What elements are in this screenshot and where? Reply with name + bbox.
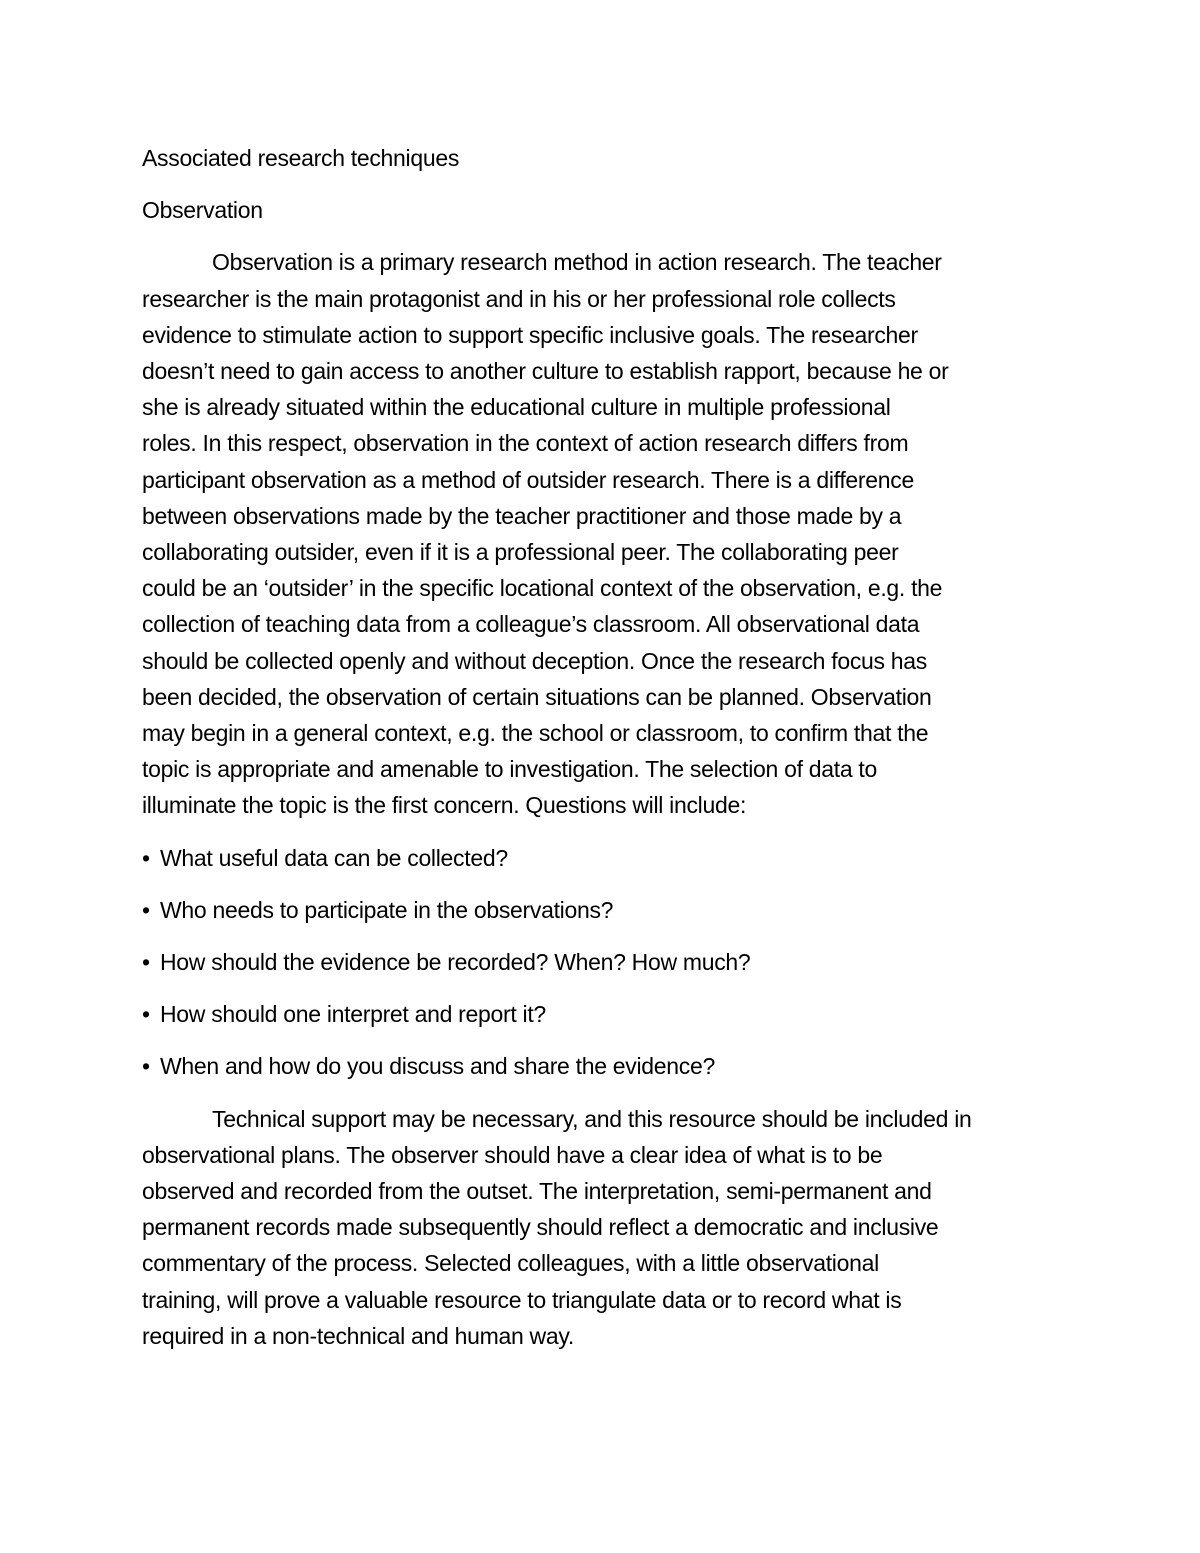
question-bullet-list — [142, 840, 1072, 1085]
bullet-text: How should the evidence be recorded? When? How much? — [160, 949, 751, 976]
bullet-icon: • — [142, 949, 150, 976]
bullet-item — [142, 892, 1072, 928]
bullet-item — [142, 1048, 1072, 1084]
bullet-icon: • — [142, 896, 150, 923]
document-body — [142, 140, 1072, 1370]
paragraph-line: evidence to stimulate action to support specific inclusive goals. The researcher — [142, 321, 918, 348]
paragraph-line: should be collected openly and without deception. Once the research focus has — [142, 647, 927, 674]
bullet-text: Who needs to participate in the observations? — [160, 896, 614, 923]
paragraph-line: commentary of the process. Selected colleagues, with a little observational — [142, 1250, 879, 1277]
bullet-icon: • — [142, 844, 150, 871]
bullet-text: What useful data can be collected? — [160, 844, 508, 871]
document-heading: Associated research techniques — [142, 145, 460, 171]
paragraph-line: roles. In this respect, observation in the context of action research differs from — [142, 430, 909, 457]
paragraph-technical-support — [142, 1101, 1072, 1354]
paragraph-line: between observations made by the teacher practitioner and those made by a — [142, 502, 902, 529]
paragraph-line: Technical support may be necessary, and this resource should be included in — [212, 1105, 972, 1132]
paragraph-line: doesn’t need to gain access to another culture to establish rapport, because he or — [142, 358, 949, 385]
paragraph-line: been decided, the observation of certain situations can be planned. Observation — [142, 683, 932, 710]
paragraph-line: researcher is the main protagonist and in his or her professional role collects — [142, 285, 896, 312]
bullet-item — [142, 944, 1072, 980]
bullet-text: How should one interpret and report it? — [160, 1001, 546, 1028]
bullet-icon: • — [142, 1001, 150, 1028]
bullet-item — [142, 996, 1072, 1032]
paragraph-line: may begin in a general context, e.g. the school or classroom, to confirm that the — [142, 720, 929, 747]
bullet-item — [142, 840, 1072, 876]
bullet-icon: • — [142, 1053, 150, 1080]
paragraph-line: Observation is a primary research method in action research. The teacher — [212, 249, 942, 276]
paragraph-line: observed and recorded from the outset. The interpretation, semi-permanent and — [142, 1178, 932, 1205]
paragraph-line: topic is appropriate and amenable to investigation. The selection of data to — [142, 756, 877, 783]
paragraph-line: permanent records made subsequently should reflect a democratic and inclusive — [142, 1214, 939, 1241]
paragraph-line: collection of teaching data from a colleague’s classroom. All observational data — [142, 611, 920, 638]
paragraph-line: observational plans. The observer should have a clear idea of what is to be — [142, 1141, 883, 1168]
paragraph-line: required in a non-technical and human way. — [142, 1322, 574, 1349]
paragraph-line: she is already situated within the educational culture in multiple professional — [142, 394, 891, 421]
bullet-text: When and how do you discuss and share the evidence? — [160, 1053, 715, 1080]
paragraph-observation-intro — [142, 244, 1072, 823]
paragraph-line: training, will prove a valuable resource to triangulate data or to record what is — [142, 1286, 902, 1313]
section-subheading: Observation — [142, 197, 263, 224]
paragraph-line: illuminate the topic is the first concern. Questions will include: — [142, 792, 747, 819]
paragraph-line: participant observation as a method of outsider research. There is a difference — [142, 466, 914, 493]
paragraph-line: could be an ‘outsider’ in the specific locational context of the observation, e.g. the — [142, 575, 943, 602]
paragraph-line: collaborating outsider, even if it is a professional peer. The collaborating peer — [142, 539, 899, 566]
